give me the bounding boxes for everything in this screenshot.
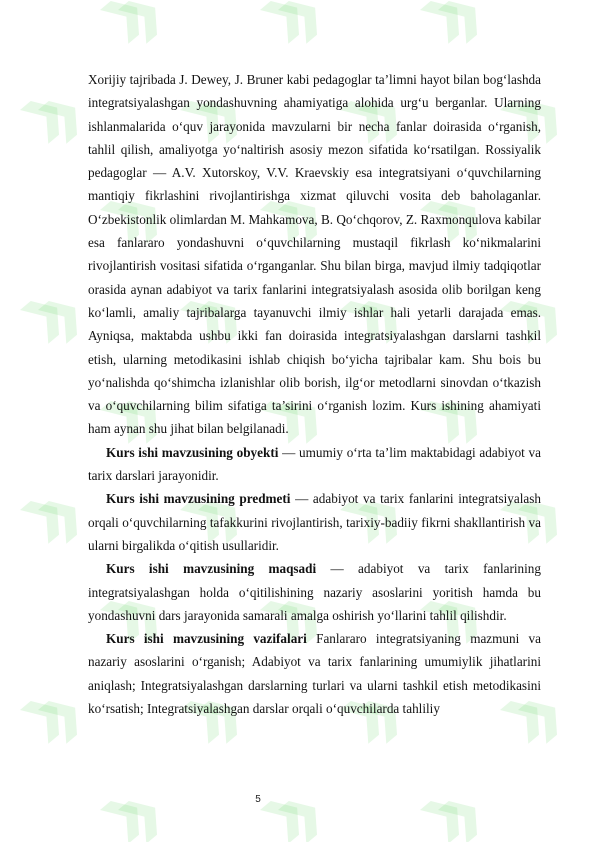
- chevron-icon: [100, 0, 151, 44]
- chevron-icon: [0, 591, 9, 644]
- paragraph: Kurs ishi mavzusining maqsadi — adabiyot va tarix fanlarining integratsiyalashgan holda o‘qitilishining nazariy asoslarini yoritish hamda bu yondashuvni dars jarayonida samarali amalga oshirish yo‘llarini tahlil qilishdir.: [88, 561, 541, 623]
- paragraph: Kurs ishi mavzusining obyekti — umumiy o‘rta ta’lim maktabidagi adabiyot va tarix darslari jarayonidir.: [88, 444, 542, 484]
- chevron-icon: [278, 0, 329, 44]
- paragraph: Kurs ishi mavzusining predmeti — adabiyot va tarix fanlarini integratsiyalash orqali o‘quvchilarning tafakkurini rivojlantirish, tarixiy-badiiy fikrni shakllantirish va ularni birgalikda o‘qitish usullaridir.: [88, 491, 541, 553]
- chevron-icon: [20, 491, 71, 544]
- chevron-icon: [420, 0, 471, 44]
- chevron-icon: [260, 0, 311, 44]
- page-number: 5: [255, 794, 261, 805]
- document-body: [88, 68, 541, 720]
- chevron-icon: [20, 291, 71, 344]
- chevron-icon: [438, 0, 489, 44]
- paragraph: Kurs ishi mavzusining vazifalari Fanlararo integratsiyaning mazmuni va nazariy asoslarini o‘rganish; Adabiyot va tarix fanlarining umumiylik jihatlarini aniqlash; Integratsiyalashgan darslarning turlari va ularni tashkil etish metodikasini ko‘rsatish; Integratsiyalashgan darslar orqali o‘quvchilarda tahliliy: [88, 631, 542, 717]
- chevron-icon: [0, 0, 9, 44]
- bold-lead: Kurs ishi mavzusining obyekti: [106, 444, 279, 460]
- chevron-icon: [20, 691, 71, 744]
- bold-lead: Kurs ishi mavzusining maqsadi: [106, 561, 317, 577]
- chevron-icon: [38, 491, 89, 544]
- chevron-icon: [38, 91, 89, 144]
- chevron-icon: [20, 91, 71, 144]
- bold-lead: Kurs ishi mavzusining predmeti: [106, 491, 291, 507]
- chevron-icon: [38, 691, 89, 744]
- paragraph: Xorijiy tajribada J. Dewey, J. Bruner kabi pedagoglar ta’limni hayot bilan bog‘lashda integratsiyalashgan yondashuvning ahamiyatiga alohida urg‘u berganlar. Ularning ishlanmalarida o‘quv jarayonida mavzularni bir necha fanlar doirasida o‘rganish, tahlil qilish, amaliyotga yo‘naltirish asosiy mezon sifatida ko‘rsatilgan. Rossiyalik pedagoglar — A.V. Xutorskoy, V.V. Kraevskiy esa integratsiyani o‘quvchilarning mantiqiy fikrlashini rivojlantirishga xizmat qiluvchi vosita deb baholaganlar. O‘zbekistonlik olimlardan M. Mahkamova, B. Qo‘chqorov, Z. Raxmonqulova kabilar esa fanlararo yondashuvni o‘quvchilarning mustaqil fikrlash ko‘nikmalarini rivojlantirish vositasi sifatida o‘rganganlar. Shu bilan birga, mavjud ilmiy tadqiqotlar orasida aynan adabiyot va tarix fanlarini integratsiyalash asosida olib borilgan keng ko‘lamli, amaliy tajribalarga tayanuvchi ilmiy ishlar hali yetarli darajada emas. Ayniqsa, maktabda ushbu ikki fan doirasida integratsiyalashgan darslarni tashkil etish, ularning metodikasini ishlab chiqish bo‘yicha tajribalar kam. Shu bois bu yo‘nalishda qo‘shimcha izlanishlar olib borish, ilg‘or metodlarni sinovdan o‘tkazish va o‘quvchilarning bilim sifatiga ta’sirini o‘rganish lozim. Kurs ishining ahamiyati ham aynan shu jihat bilan belgilanadi.: [88, 72, 541, 437]
- chevron-icon: [118, 0, 169, 44]
- chevron-icon: [0, 391, 9, 444]
- chevron-icon: [0, 191, 9, 244]
- chevron-icon: [38, 291, 89, 344]
- bold-lead: Kurs ishi mavzusining vazifalari: [106, 631, 307, 647]
